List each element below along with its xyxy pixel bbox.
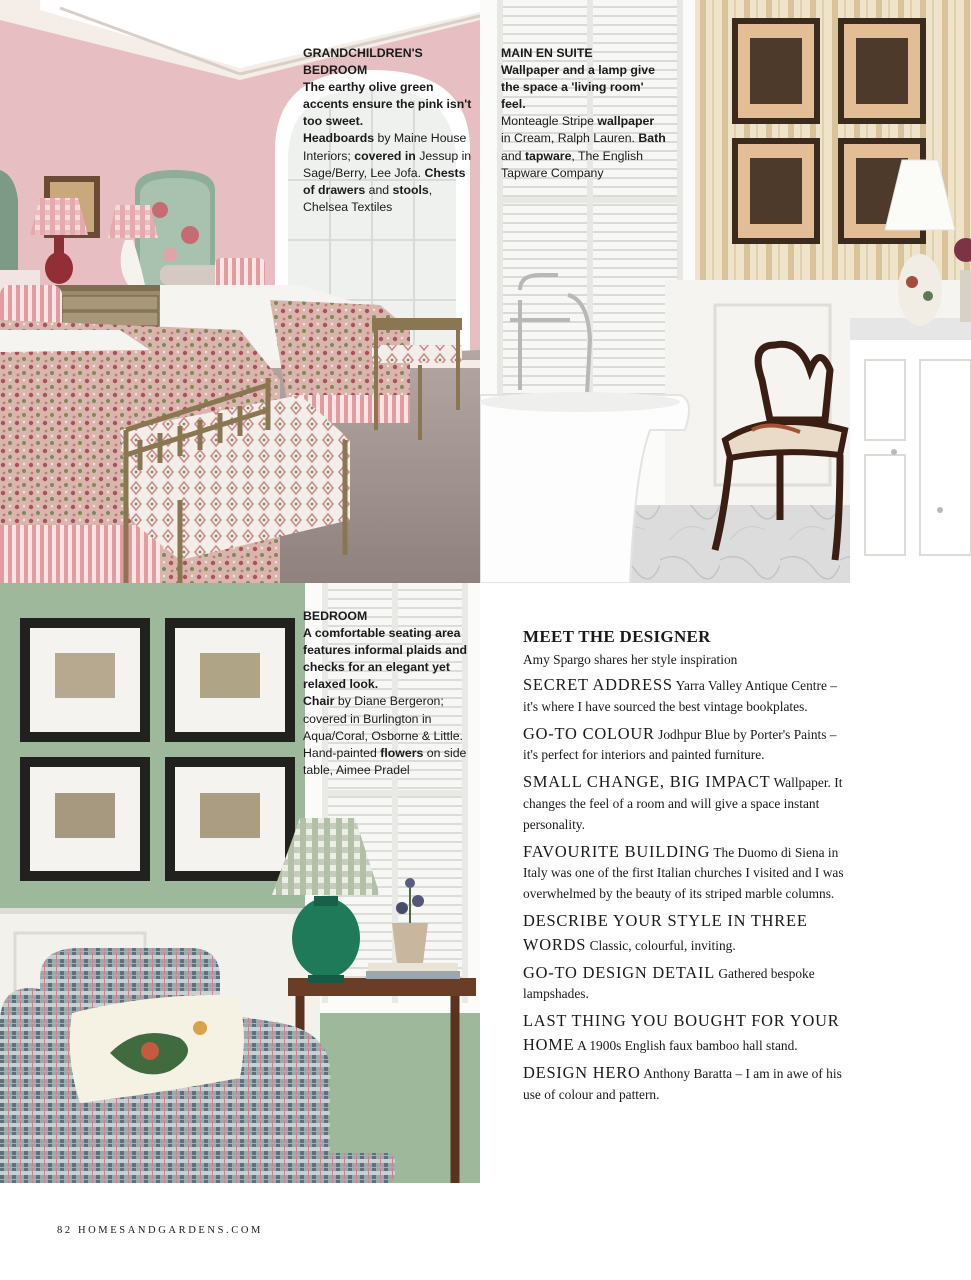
caption-body <box>303 131 471 213</box>
caption-heading: GRANDCHILDREN'S BEDROOM <box>303 46 423 78</box>
caption-grandchildrens-bedroom <box>303 45 473 216</box>
caption-bold: Chair <box>303 694 335 709</box>
caption-bold: covered in <box>354 148 416 163</box>
qa-item <box>523 961 853 1006</box>
caption-bold: flowers <box>380 745 424 760</box>
page-footer <box>57 1225 263 1236</box>
caption-heading: BEDROOM <box>303 609 368 623</box>
meet-the-designer <box>523 626 853 1109</box>
qa-answer: A 1900s English faux bamboo hall stand. <box>577 1037 798 1053</box>
footer-website: HOMESANDGARDENS.COM <box>77 1225 263 1236</box>
caption-bold: tapware <box>524 148 572 163</box>
caption-main-en-suite <box>501 45 666 182</box>
caption-text: , Chelsea Textiles <box>303 182 433 214</box>
qa-answer: Gathered bespoke lampshades. <box>523 965 815 1002</box>
caption-text: , The English Tapware Company <box>501 148 643 180</box>
qa-question: LAST THING YOU BOUGHT FOR YOUR HOME <box>523 1011 840 1054</box>
qa-item <box>523 1009 853 1057</box>
caption-body <box>303 694 466 776</box>
qa-answer: Anthony Baratta – I am in awe of his use of colour and pattern. <box>523 1065 842 1102</box>
qa-answer: Yarra Valley Antique Centre – it's where I have sourced the best vintage bookplates. <box>523 678 837 714</box>
qa-answer: Jodhpur Blue by Porter's Paints – it's perfect for interiors and painted furniture. <box>523 726 837 763</box>
qa-item <box>523 673 853 718</box>
caption-subhead: Wallpaper and a lamp give the space a 'living room' feel. <box>501 63 655 112</box>
caption-subhead: A comfortable seating area features informal plaids and checks for an elegant yet relaxed look. <box>303 626 467 692</box>
qa-item <box>523 722 853 767</box>
caption-text: Monteagle Stripe <box>501 114 598 129</box>
caption-bold: stools <box>392 182 429 197</box>
qa-question: GO-TO COLOUR <box>523 723 655 743</box>
caption-text: in Cream, Ralph Lauren. <box>501 131 639 146</box>
qa-question: SMALL CHANGE, BIG IMPACT <box>523 772 771 792</box>
qa-item <box>523 1061 853 1106</box>
caption-text: and <box>365 182 393 197</box>
page-number: 82 <box>57 1225 73 1236</box>
section-intro: Amy Spargo shares her style inspiration <box>523 652 738 667</box>
qa-answer: Wallpaper. It changes the feel of a room and will give a space instant personality. <box>523 775 843 832</box>
caption-body <box>501 114 666 179</box>
qa-question: DESIGN HERO <box>523 1062 641 1082</box>
caption-bedroom <box>303 608 473 779</box>
caption-text: by Diane Bergeron; covered in Burlington in Aqua/Coral, Osborne & Little. Hand-painted <box>303 694 463 760</box>
caption-bold: Chests of drawers <box>303 165 466 197</box>
qa-item <box>523 770 853 835</box>
qa-question: FAVOURITE BUILDING <box>523 841 711 861</box>
caption-text: by Maine House Interiors; <box>303 131 467 163</box>
caption-text: on side table, Aimee Pradel <box>303 745 467 777</box>
section-title: MEET THE DESIGNER <box>523 627 711 646</box>
caption-heading: MAIN EN SUITE <box>501 46 593 60</box>
qa-answer: Classic, colourful, inviting. <box>589 937 736 953</box>
caption-text: Jessup in Sage/Berry, Lee Jofa. <box>303 148 472 180</box>
qa-answer: The Duomo di Siena in Italy was one of the first Italian churches I visited and I was overwhelmed by the beauty of its striped marble columns. <box>523 844 844 902</box>
qa-question: SECRET ADDRESS <box>523 675 673 694</box>
qa-item <box>523 909 853 957</box>
caption-text: and <box>501 148 525 163</box>
caption-bold: Headboards <box>303 131 375 146</box>
caption-subhead: The earthy olive green accents ensure the pink isn't too sweet. <box>303 80 472 129</box>
caption-bold: wallpaper <box>597 114 655 129</box>
qa-question: GO-TO DESIGN DETAIL <box>523 962 716 982</box>
qa-item <box>523 840 853 905</box>
qa-question: DESCRIBE YOUR STYLE IN THREE WORDS <box>523 910 808 954</box>
caption-bold: Bath <box>638 131 666 146</box>
